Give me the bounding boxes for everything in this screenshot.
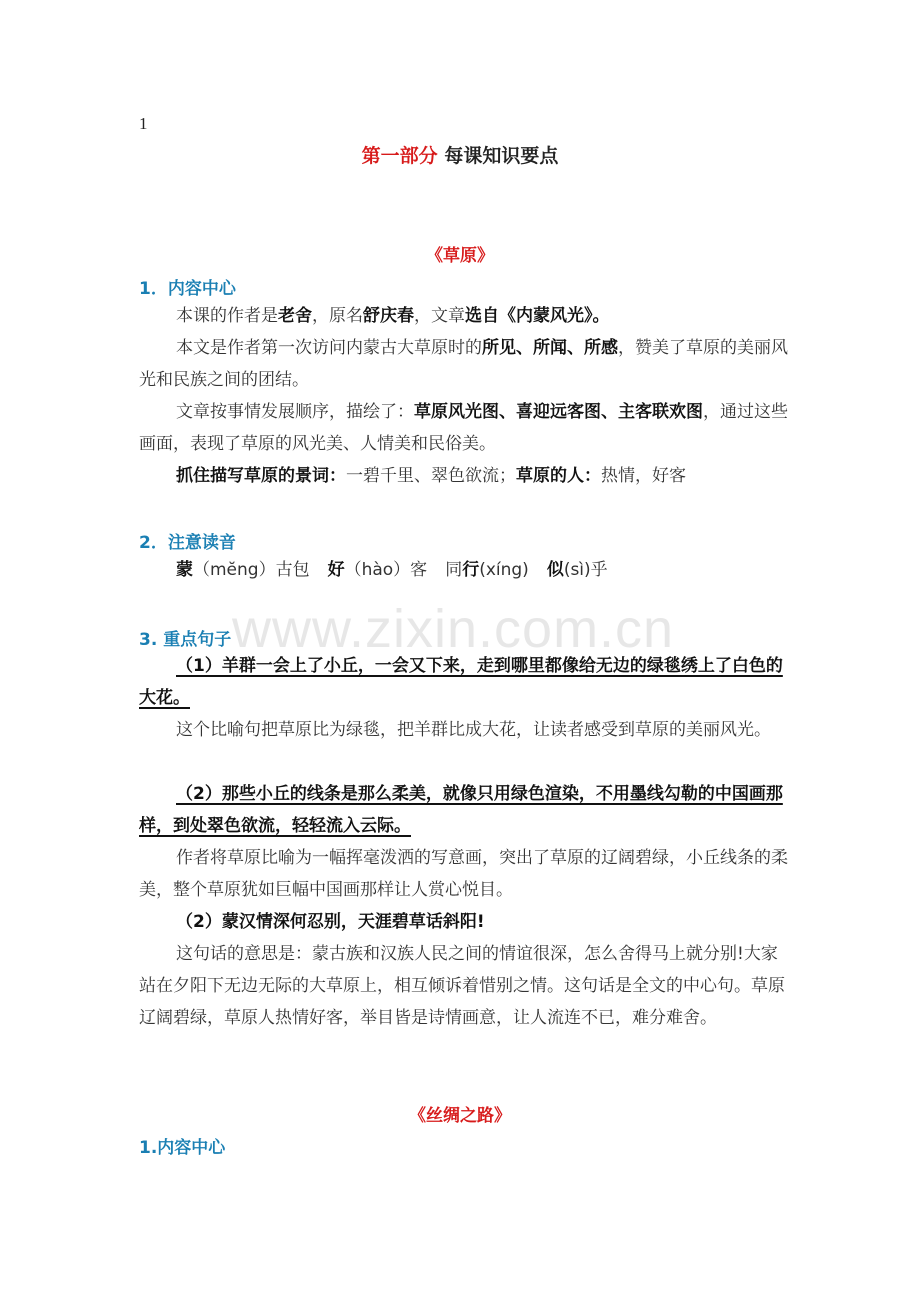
explanation-2: 作者将草原比喻为一幅挥毫泼洒的写意画，突出了草原的辽阔碧绿，小丘线条的柔美，整个草原犹如巨幅中国画那样让人赏心悦目。: [139, 848, 788, 900]
underlined-sentence: （2）那些小丘的线条是那么柔美，就像只用绿色渲染，不用墨线勾勒的中国画那样，到处翠色欲流，轻轻流入云际。: [139, 784, 783, 836]
pronunciation-line: [139, 554, 789, 586]
explanation-1: 这个比喻句把草原比为绿毯，把羊群比成大花，让读者感受到草原的美丽风光。: [176, 720, 771, 740]
section-heading-content: 1．内容中心: [139, 279, 236, 299]
text: 本文是作者第一次访问内蒙古大草原时的: [176, 338, 482, 358]
bold-text: 草原风光图、喜迎远客图、主客联欢图: [414, 402, 703, 422]
bold-text: 草原的人：: [516, 466, 601, 486]
text: 热情，好客: [601, 466, 686, 486]
text: ，通过这些画面，表现了草原的风光美、人情美和民俗美。: [139, 402, 788, 454]
key-sentence-2: [139, 778, 789, 842]
bold-sentence: （2）蒙汉情深何忍别，天涯碧草话斜阳!: [176, 912, 485, 932]
pinyin: （mĕng）古包: [193, 560, 310, 580]
underlined-sentence: （1）羊群一会上了小丘，一会又下来，走到哪里都像给无边的绿毯绣上了白色的大花。: [139, 656, 783, 708]
pinyin: (sì)乎: [563, 560, 608, 580]
part-title: [0, 141, 920, 168]
paragraph-author: [139, 300, 789, 332]
pinyin: (xíng): [479, 560, 529, 580]
bold-text: 舒庆春: [363, 306, 414, 326]
lesson-title-caoyuan: 《草原》: [426, 246, 494, 266]
paragraph-keywords: [139, 460, 789, 492]
section-heading-content-2: 1.内容中心: [139, 1138, 226, 1158]
char: 好: [327, 560, 345, 580]
text: 同: [445, 560, 463, 580]
key-sentence-3: [139, 906, 789, 938]
text: 一碧千里、翠色欲流；: [346, 466, 516, 486]
paragraph-structure: [139, 396, 789, 460]
bold-text: 所见、所闻、所感: [482, 338, 618, 358]
lesson-title-silk-road: 《丝绸之路》: [409, 1106, 511, 1126]
char: 蒙: [176, 560, 193, 580]
section-heading-key-sentences: 3. 重点句子: [139, 630, 232, 650]
text: ，文章: [414, 306, 465, 326]
text: ，赞美了草原的美丽风光和民族之间的团结。: [139, 338, 788, 390]
explanation-3: 这句话的意思是：蒙古族和汉族人民之间的情谊很深，怎么舍得马上就分别!大家站在夕阳下无边无际的大草原上，相互倾诉着惜别之情。这句话是全文的中心句。草原辽阔碧绿，草原人热情好客，举目皆是诗情画意，让人流连不已，难分难舍。: [139, 944, 785, 1028]
watermark: www.zixin.com.cn: [232, 599, 675, 659]
bold-text: 老舍: [278, 306, 312, 326]
bold-text: 选自《内蒙风光》。: [465, 306, 610, 326]
char: 行: [462, 560, 480, 580]
page-number: 1: [139, 114, 148, 133]
section-heading-pronunciation: 2．注意读音: [139, 533, 236, 553]
char: 似: [546, 560, 564, 580]
paragraph-summary: [139, 332, 789, 396]
text: ，原名: [312, 306, 363, 326]
text: 本课的作者是: [176, 306, 278, 326]
bold-text: 抓住描写草原的景词：: [176, 466, 346, 486]
text: 文章按事情发展顺序，描绘了：: [176, 402, 414, 422]
part-title-rest: 每课知识要点: [444, 145, 559, 167]
part-title-red: 第一部分: [361, 145, 438, 167]
pinyin: （hào）客: [344, 560, 428, 580]
